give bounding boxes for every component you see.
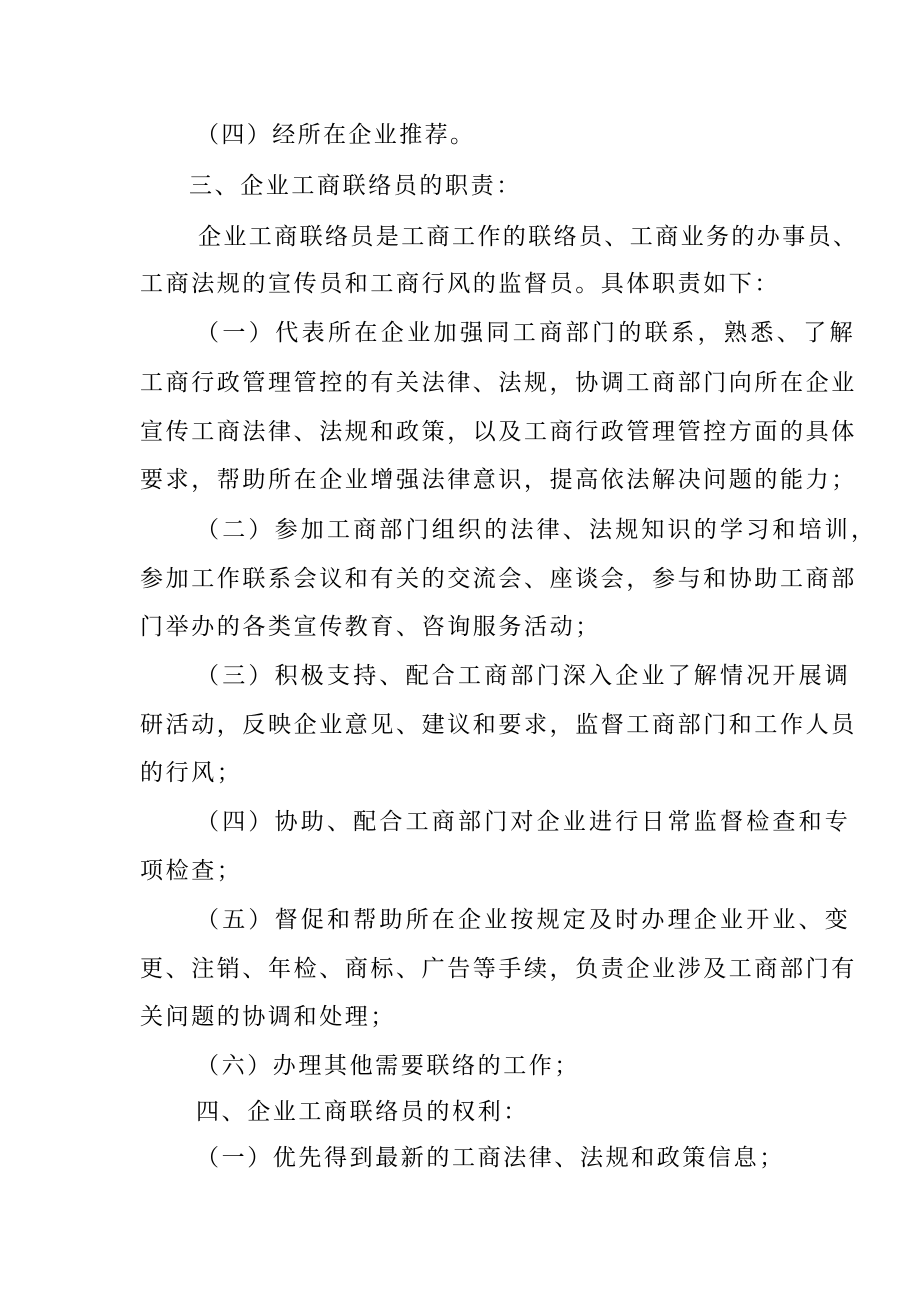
- text-line: （五）督促和帮助所在企业按规定及时办理企业开业、变: [196, 907, 851, 933]
- text-line: （一）优先得到最新的工商法律、法规和政策信息；: [196, 1145, 785, 1171]
- text-line: 要求，帮助所在企业增强法律意识，提高依法解决问题的能力；: [140, 467, 857, 493]
- text-line: 的行风；: [140, 760, 243, 786]
- text-line: （二）参加工商部门组织的法律、法规知识的学习和培训，: [196, 517, 878, 543]
- text-line: （六）办理其他需要联络的工作；: [196, 1053, 580, 1079]
- text-line: 更、注销、年检、商标、广告等手续，负责企业涉及工商部门有: [140, 956, 857, 982]
- section-heading: 三、企业工商联络员的职责：: [189, 173, 522, 199]
- text-line: 企业工商联络员是工商工作的联络员、工商业务的办事员、: [198, 224, 859, 250]
- text-line: （四）经所在企业推荐。: [196, 122, 476, 148]
- text-line: 工商法规的宣传员和工商行风的监督员。具体职责如下：: [140, 271, 780, 297]
- text-line: （一）代表所在企业加强同工商部门的联系，熟悉、了解: [196, 320, 856, 346]
- text-line: （三）积极支持、配合工商部门深入企业了解情况开展调: [196, 663, 851, 689]
- text-line: 参加工作联系会议和有关的交流会、座谈会，参与和协助工商部: [140, 566, 857, 592]
- text-line: （四）协助、配合工商部门对企业进行日常监督检查和专: [196, 809, 851, 835]
- text-line: 项检查；: [140, 858, 243, 884]
- text-line: 关问题的协调和处理；: [140, 1004, 396, 1030]
- text-line: 研活动，反映企业意见、建议和要求，监督工商部门和工作人员: [140, 712, 857, 738]
- text-line: 工商行政管理管控的有关法律、法规，协调工商部门向所在企业: [140, 370, 857, 396]
- text-line: 门举办的各类宣传教育、咨询服务活动；: [140, 614, 601, 640]
- text-line: 宣传工商法律、法规和政策，以及工商行政管理管控方面的具体: [140, 419, 857, 445]
- section-heading: 四、企业工商联络员的权利：: [196, 1099, 529, 1125]
